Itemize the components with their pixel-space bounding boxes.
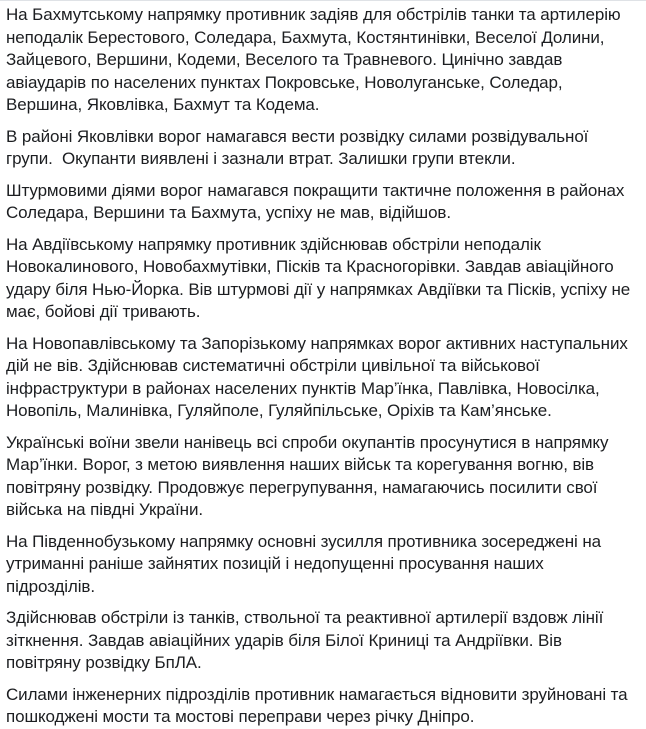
text-line: пошкоджені мости та мостові переправи через річку Дніпро. (6, 707, 475, 726)
text-line: повітряну розвідку. Продовжує перегрупування, намагаючись посилити свої (6, 477, 598, 497)
text-line: утриманні раніше зайнятих позицій і недопущенні просування наших (6, 554, 544, 573)
text-line: неподалік Берестового, Соледара, Бахмута, Костянтинівки, Веселої Долини, (6, 27, 605, 47)
text-line: дій не вів. Здійснював систематичні обстріли цивільної та військової (6, 356, 540, 375)
text-line: підрозділів. (6, 576, 95, 596)
text-line: Мар’їнки. Ворог, з метою виявлення наших військ та корегування вогню, вів (6, 455, 594, 474)
text-line: Соледара, Вершини та Бахмута, успіху не мав, відійшов. (6, 203, 451, 222)
paragraph-avdiivka-direction (6, 234, 644, 324)
text-line: війська на півдні України. (6, 500, 203, 519)
paragraph-engineering-dnipro (6, 684, 644, 729)
text-line: На Бахмутському напрямку противник задіяв для обстрілів танки та артилерію (6, 5, 621, 24)
paragraph-assault-actions (6, 180, 644, 225)
text-line: удару біля Нью-Йорка. Вів штурмові дії у напрямках Авдіївки та Пісків, успіху не (6, 279, 631, 299)
paragraph-bakhmut-direction (6, 4, 644, 117)
text-line: Здійснював обстріли із танків, ствольної та реактивної артилерії вздовж лінії (6, 608, 604, 627)
text-line: Вершина, Яковлівка, Бахмут та Кодема. (6, 95, 320, 114)
text-line: На Південнобузькому напрямку основні зусилля противника зосереджені на (6, 531, 601, 551)
text-line: Новокалинового, Новобахмутівки, Пісків та Красногорівки. Завдав авіаційного (6, 257, 614, 276)
text-line: На Новопавлівському та Запорізькому напрямках ворог активних наступальних (6, 333, 628, 353)
text-line: має, бойові дії тривають. (6, 302, 201, 321)
text-line: Силами інженерних підрозділів противник намагається відновити зруйновані та (6, 684, 628, 704)
text-line: Зайцевого, Вершини, Кодеми, Веселого та Травневого. Цинічно завдав (6, 50, 563, 69)
paragraph-pivdennyi-buh (6, 531, 644, 599)
text-line: інфраструктури в районах населених пунктів Мар’їнка, Павлівка, Новосілка, (6, 378, 600, 398)
text-line: групи. Окупанти виявлені і зазнали втрат. Залишки групи втекли. (6, 149, 516, 168)
text-line: Штурмовими діями ворог намагався покращити тактичне положення в районах (6, 180, 625, 200)
text-line: В районі Яковлівки ворог намагався вести розвідку силами розвідувальної (6, 126, 589, 146)
text-line: авіаударів по населених пунктах Покровське, Новолуганське, Соледар, (6, 72, 563, 92)
text-line: На Авдіївському напрямку противник здійснював обстріли неподалік (6, 234, 541, 254)
text-line: зіткнення. Завдав авіаційних ударів біля Білої Криниці та Андріївки. Вів (6, 630, 562, 650)
text-line: повітряну розвідку БпЛА. (6, 653, 202, 672)
text-line: Новопіль, Малинівка, Гуляйполе, Гуляйпільське, Оріхів та Кам’янське. (6, 401, 552, 420)
paragraph-shelling-contact-line (6, 607, 644, 675)
paragraph-novopavlivske-zaporizhzhia (6, 333, 644, 423)
paragraph-yakovlivka-recon (6, 126, 644, 171)
report-text (0, 1, 646, 729)
text-line: Українські воїни звели нанівець всі спроби окупантів просунутися в напрямку (6, 432, 609, 452)
paragraph-marinka-defense (6, 432, 644, 522)
